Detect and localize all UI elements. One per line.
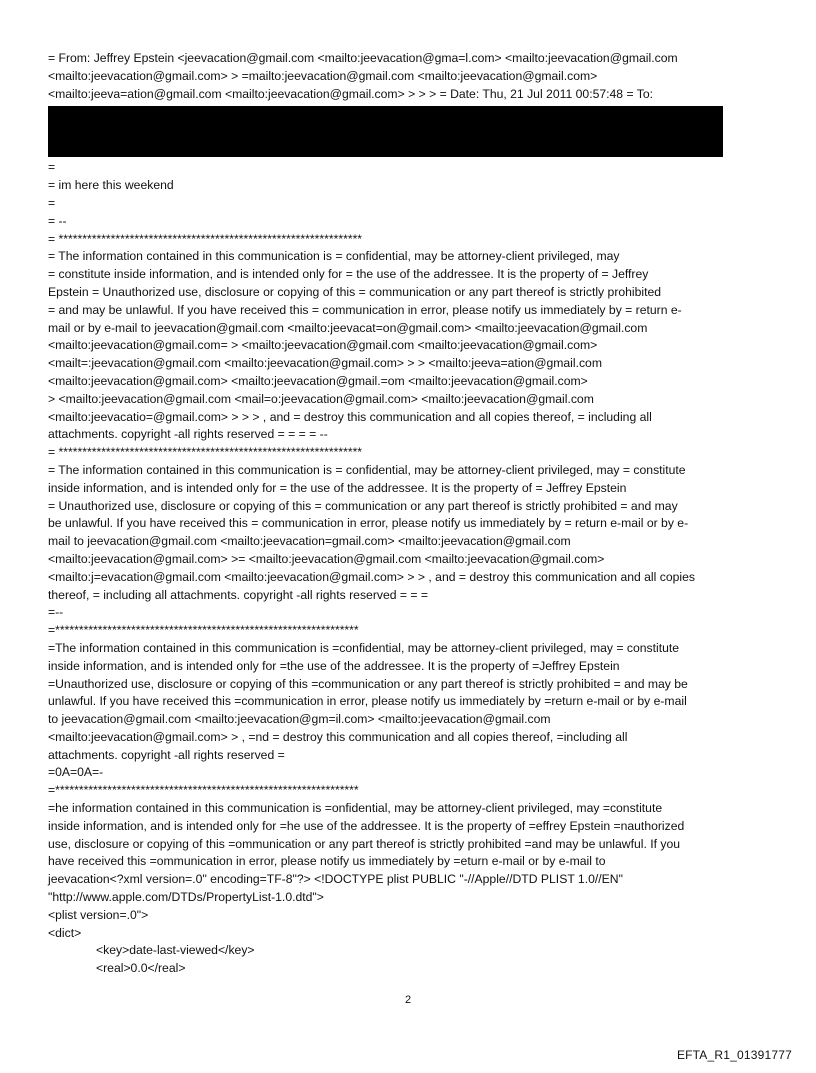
text-line: = ****************************************************************: [48, 445, 363, 460]
text-line: =: [48, 195, 56, 210]
text-line: mail or by e-mail to jeevacation@gmail.com <mailto:jeevacat=on@gmail.com> <mailto:jeevacation@gmail.com: [48, 320, 648, 335]
text-line: <mailt=:jeevacation@gmail.com <mailto:jeevacation@gmail.com> > > <mailto:jeeva=ation@gmail.com: [48, 356, 602, 371]
text-line: = The information contained in this communication is = confidential, may be attorney-client privileged, may = constitute: [48, 462, 686, 477]
text-line: = Unauthorized use, disclosure or copying of this = communication or any part thereof is strictly prohibited = and may: [48, 498, 678, 513]
text-line: <mailto:jeeva=ation@gmail.com <mailto:jeevacation@gmail.com> > > > = Date: Thu, 21 Jul 2011 00:57:48 = To:: [48, 86, 654, 101]
text-line: <plist version=.0">: [48, 907, 149, 922]
text-line: = ****************************************************************: [48, 231, 363, 246]
text-line: =: [48, 160, 56, 175]
text-line: <mailto:jeevacatio=@gmail.com> > > > , and = destroy this communication and all copies thereof, = including all: [48, 409, 652, 424]
text-line: unlawful. If you have received this =communication in error, please notify us immediately by =return e-mail or by e-mail: [48, 694, 687, 709]
email-body: [48, 159, 776, 942]
text-line: Epstein = Unauthorized use, disclosure or copying of this = communication or any part thereof is strictly prohibited: [48, 284, 662, 299]
text-line: to jeevacation@gmail.com <mailto:jeevacation@gm=il.com> <mailto:jeevacation@gmail.com: [48, 712, 551, 727]
text-line: inside information, and is intended only for = the use of the addressee. It is the property of = Jeffrey Epstein: [48, 480, 627, 495]
text-line: = The information contained in this communication is = confidential, may be attorney-client privileged, may: [48, 249, 620, 264]
plist-entries: [48, 942, 776, 978]
redaction-block: [48, 106, 723, 157]
text-line: =****************************************************************: [48, 623, 359, 638]
text-line: =he information contained in this communication is =onfidential, may be attorney-client privileged, may =constitute: [48, 801, 663, 816]
text-line: <mailto:jeevacation@gmail.com> >= <mailto:jeevacation@gmail.com <mailto:jeevacation@gmail.com>: [48, 551, 605, 566]
text-line: <dict>: [48, 925, 82, 940]
text-line: thereof, = including all attachments. copyright -all rights reserved = = =: [48, 587, 429, 602]
text-line: attachments. copyright -all rights reserved = = = = --: [48, 427, 328, 442]
text-line: be unlawful. If you have received this = communication in error, please notify us immediately by = return e-mail or by e-: [48, 516, 689, 531]
text-line: <mailto:jeevacation@gmail.com= > <mailto:jeevacation@gmail.com <mailto:jeevacation@gmail.com>: [48, 338, 598, 353]
text-line: <mailto:jeevacation@gmail.com> <mailto:jeevacation@gmail.=om <mailto:jeevacation@gmail.com>: [48, 373, 588, 388]
text-line: =--: [48, 605, 64, 620]
text-line: <mailto:j=evacation@gmail.com <mailto:jeevacation@gmail.com> > > , and = destroy this communication and all copies: [48, 569, 695, 584]
text-line: inside information, and is intended only for =he use of the addressee. It is the property of =effrey Epstein =nauthorized: [48, 818, 685, 833]
page-number: 2: [404, 994, 412, 1006]
text-line: <mailto:jeevacation@gmail.com> > =mailto:jeevacation@gmail.com <mailto:jeevacation@gmail.com>: [48, 68, 598, 83]
text-line: = and may be unlawful. If you have received this = communication in error, please notify us immediately by = return e-: [48, 302, 682, 317]
text-line: use, disclosure or copying of this =ommunication or any part thereof is strictly prohibited =and may be unlawful. If you: [48, 836, 681, 851]
text-line: = From: Jeffrey Epstein <jeevacation@gmail.com <mailto:jeevacation@gma=l.com> <mailto:jeevacation@gmail.com: [48, 51, 678, 65]
text-line: <real>0.0</real>: [96, 961, 186, 976]
text-line: > <mailto:jeevacation@gmail.com <mail=o:jeevacation@gmail.com> <mailto:jeevacation@gmail.com: [48, 391, 594, 406]
text-line: = constitute inside information, and is intended only for = the use of the addressee. It is the property of = Jeffrey: [48, 267, 649, 282]
text-line: =The information contained in this communication is =confidential, may be attorney-client privileged, may = constitute: [48, 640, 680, 655]
document-body: [48, 50, 776, 978]
text-line: have received this =ommunication in error, please notify us immediately by =eturn e-mail or by e-mail to: [48, 854, 606, 869]
bates-number: EFTA_R1_01391777: [676, 1048, 792, 1062]
text-line: = im here this weekend: [48, 178, 174, 193]
text-line: inside information, and is intended only for =the use of the addressee. It is the property of =Jeffrey Epstein: [48, 658, 620, 673]
text-line: <mailto:jeevacation@gmail.com> > , =nd = destroy this communication and all copies thereof, =including all: [48, 729, 628, 744]
text-line: = --: [48, 213, 67, 228]
text-line: <key>date-last-viewed</key>: [96, 943, 255, 958]
email-header: [48, 50, 776, 103]
text-line: jeevacation<?xml version=.0" encoding=TF-8"?> <!DOCTYPE plist PUBLIC "-//Apple//DTD PLIST 1.0//EN": [48, 872, 623, 887]
text-line: "http://www.apple.com/DTDs/PropertyList-1.0.dtd">: [48, 890, 324, 905]
text-line: mail to jeevacation@gmail.com <mailto:jeevacation=gmail.com> <mailto:jeevacation@gmail.com: [48, 534, 571, 549]
text-line: attachments. copyright -all rights reserved =: [48, 747, 285, 762]
text-line: =****************************************************************: [48, 783, 359, 798]
text-line: =Unauthorized use, disclosure or copying of this =communication or any part thereof is strictly prohibited = and may be: [48, 676, 688, 691]
text-line: =0A=0A=-: [48, 765, 104, 780]
